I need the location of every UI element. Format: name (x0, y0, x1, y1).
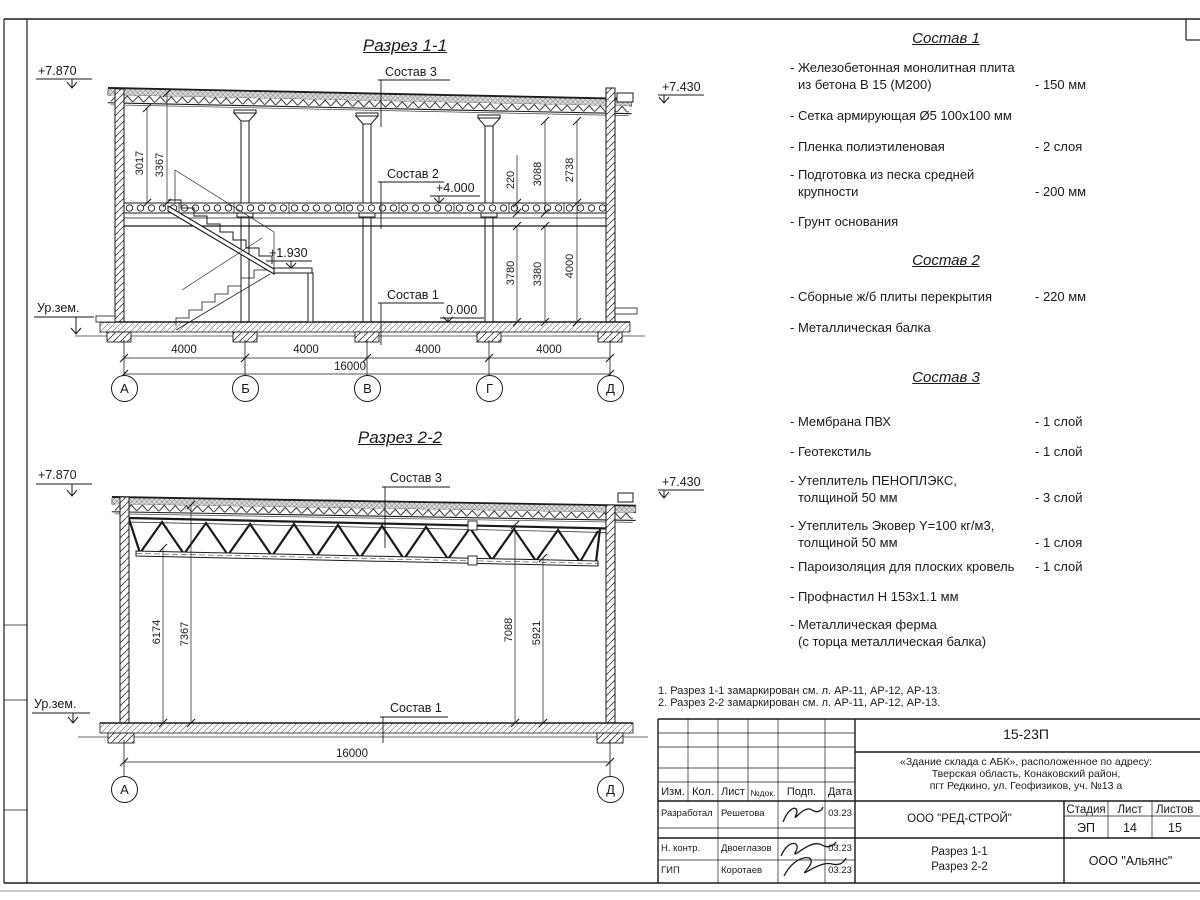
row-date-gip: 03.23 (828, 865, 852, 876)
axis-bubble-d-s1: Д (597, 375, 624, 402)
spec-item: - Пароизоляция для плоских кровель - 1 слой (790, 559, 1083, 574)
dim-2738: 2738 (564, 157, 576, 183)
ground-level-label-s2: Ур.зем. (34, 697, 77, 711)
spec-item: - Металлическая балка (790, 320, 931, 335)
row-name-gip: Коротаев (721, 865, 763, 876)
leader-sostav3-s1: Состав 3 (385, 65, 437, 79)
dim-7367: 7367 (179, 621, 191, 647)
elevation-mark-0000: 0.000 (446, 303, 478, 317)
span-dim-3: 4000 (415, 344, 441, 356)
axis-bubble-g-s1: Г (476, 375, 503, 402)
note-2: 2. Разрез 2-2 замаркирован см. л. АР-11, АР-12, АР-13. (658, 697, 941, 709)
dim-4000v: 4000 (564, 253, 576, 279)
dim-5921: 5921 (531, 620, 543, 646)
spec-item: - Сборные ж/б плиты перекрытия - 220 мм (790, 289, 1087, 304)
col-header-izm: Изм. (661, 786, 685, 798)
spec-item: - Металлическая ферма (с торца металлическая балка) (790, 617, 987, 649)
ground-level-label-s1: Ур.зем. (37, 301, 80, 315)
design-org: ООО "РЕД-СТРОЙ" (907, 813, 1012, 825)
leader-sostav1-s2: Состав 1 (390, 701, 442, 715)
axis-bubble-a-s1: А (111, 375, 138, 402)
axis-bubble-a-s2: А (111, 776, 138, 803)
section-1-1-linework (34, 79, 704, 378)
object-address-line2: Тверская область, Конаковский район, (931, 768, 1121, 780)
spec-item: - Геотекстиль - 1 слой (790, 444, 1083, 459)
row-date-developer: 03.23 (828, 808, 852, 819)
section-2-title: Разрез 2-2 (357, 428, 443, 447)
dim-6174: 6174 (151, 619, 163, 645)
dim-3780: 3780 (505, 260, 517, 286)
span-dim-1: 4000 (171, 344, 197, 356)
note-1: 1. Разрез 1-1 замаркирован см. л. АР-11, АР-12, АР-13. (658, 685, 941, 697)
spec-1-title: Состав 1 (912, 30, 980, 47)
section-1-title: Разрез 1-1 (362, 36, 448, 55)
stage-header: Стадия (1066, 804, 1106, 816)
content-line2: Разрез 2-2 (931, 861, 988, 873)
sheets-value: 15 (1168, 821, 1182, 835)
spec-item: - Грунт основания (790, 214, 899, 229)
row-name-ncontrol: Двоеглазов (721, 843, 772, 854)
col-header-list: Лист (721, 786, 745, 798)
col-header-data: Дата (827, 786, 853, 798)
dim-3367: 3367 (154, 152, 166, 178)
row-role-developer: Разработал (661, 808, 713, 819)
object-address-line1: «Здание склада с АБК», расположенное по адресу: (900, 756, 1152, 768)
content-line1: Разрез 1-1 (931, 846, 988, 858)
dim-3017: 3017 (134, 150, 146, 176)
dim-3088: 3088 (532, 161, 544, 187)
axis-bubble-d-s2: Д (597, 776, 624, 803)
vertical-dims-s2 (159, 501, 547, 727)
elevation-mark-7430-s2: +7.430 (662, 475, 701, 489)
spec-item: - Утеплитель Эковер Y=100 кг/м3, толщиной 50 мм - 1 слоя (790, 518, 1083, 550)
elevation-mark-1930: +1.930 (269, 246, 308, 260)
row-name-developer: Решетова (721, 808, 765, 819)
roof-truss (128, 518, 608, 566)
object-address-line3: пгт Редкино, ул. Геофизиков, уч. №13 а (929, 780, 1123, 792)
row-role-ncontrol: Н. контр. (661, 843, 701, 854)
leader-sostav2-s1: Состав 2 (387, 167, 439, 181)
elevation-mark-7870-s2: +7.870 (38, 468, 77, 482)
customer-org: ООО "Альянс" (1088, 854, 1173, 868)
span-dim-4: 4000 (536, 344, 562, 356)
sheet-value: 14 (1123, 821, 1137, 835)
row-date-ncontrol: 03.23 (828, 843, 852, 854)
spec-2-title: Состав 2 (912, 252, 980, 269)
dim-3380: 3380 (532, 261, 544, 287)
axis-bubble-b-s1: Б (232, 375, 259, 402)
section-2-2-linework (32, 484, 704, 776)
total-dim-s1: 16000 (334, 361, 366, 373)
dim-7088: 7088 (503, 617, 515, 643)
elevation-mark-7870-s1: +7.870 (38, 64, 77, 78)
sheets-header: Листов (1156, 804, 1194, 816)
col-header-ndok: №док. (750, 788, 776, 798)
spec-3-title: Состав 3 (912, 369, 980, 386)
spec-item: - Подготовка из песка средней крупности - 200 мм (790, 167, 1087, 199)
elevation-mark-4000: +4.000 (436, 181, 475, 195)
elevation-mark-7430-s1: +7.430 (662, 80, 701, 94)
stage-value: ЭП (1077, 821, 1095, 835)
spec-item: - Мембрана ПВХ - 1 слой (790, 414, 1083, 429)
leader-sostav1-s1: Состав 1 (387, 288, 439, 302)
spec-item: - Сетка армирующая Ø5 100х100 мм (790, 108, 1012, 123)
sheet-header: Лист (1117, 804, 1143, 816)
spec-item: - Железобетонная монолитная плита из бетона В 15 (М200) - 150 мм (790, 60, 1087, 92)
doc-number: 15-23П (1003, 726, 1049, 742)
total-dim-s2: 16000 (336, 748, 368, 760)
row-role-gip: ГИП (661, 865, 680, 876)
spec-item: - Утеплитель ПЕНОПЛЭКС, толщиной 50 мм - 3 слой (790, 473, 1083, 505)
col-header-podp: Подп. (786, 786, 817, 798)
leader-sostav3-s2: Состав 3 (390, 471, 442, 485)
col-header-kol: Кол. (692, 786, 714, 798)
spec-item: - Пленка полиэтиленовая - 2 слоя (790, 139, 1083, 154)
span-dim-2: 4000 (293, 344, 319, 356)
axis-bubble-v-s1: В (354, 375, 381, 402)
dim-220: 220 (505, 170, 517, 190)
spec-item: - Профнастил Н 153х1.1 мм (790, 589, 959, 604)
